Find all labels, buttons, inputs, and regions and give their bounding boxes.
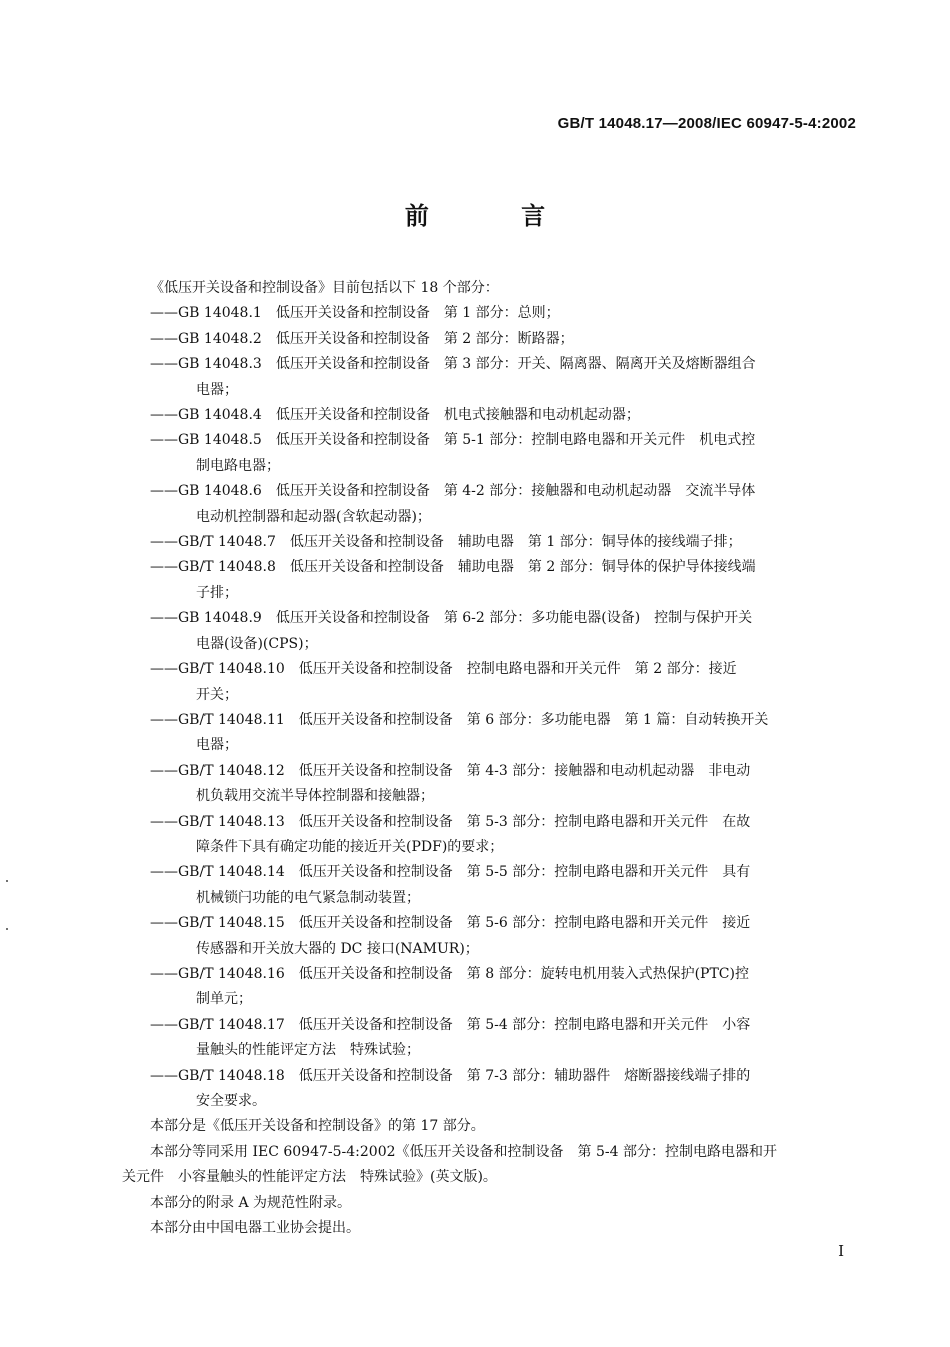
list-item bbox=[122, 327, 858, 352]
item-line: ——GB/T 14048.10 低压开关设备和控制设备 控制电路电器和开关元件 第 2 部分：接近 bbox=[150, 661, 737, 678]
list-item bbox=[122, 1013, 858, 1064]
item-continuation: 电器(设备)(CPS)； bbox=[196, 635, 318, 652]
item-line: ——GB/T 14048.15 低压开关设备和控制设备 第 5-6 部分：控制电路电器和开关元件 接近 bbox=[150, 915, 751, 932]
intro-paragraph: 《低压开关设备和控制设备》目前包括以下 18 个部分： bbox=[150, 280, 499, 296]
item-line: ——GB/T 14048.12 低压开关设备和控制设备 第 4-3 部分：接触器和电动机起动器 非电动 bbox=[150, 762, 751, 779]
item-line: ——GB 14048.3 低压开关设备和控制设备 第 3 部分：开关、隔离器、隔离开关及熔断器组合 bbox=[150, 356, 756, 373]
item-continuation: 障条件下具有确定功能的接近开关(PDF)的要求； bbox=[196, 838, 504, 855]
list-item bbox=[122, 962, 858, 1013]
item-continuation: 电器； bbox=[196, 737, 238, 754]
body-paragraph bbox=[122, 1114, 858, 1139]
document-body bbox=[122, 276, 858, 1241]
item-line: ——GB/T 14048.14 低压开关设备和控制设备 第 5-5 部分：控制电路电器和开关元件 具有 bbox=[150, 864, 751, 881]
page-number: I bbox=[838, 1242, 844, 1260]
paragraph-line: 本部分的附录 A 为规范性附录。 bbox=[150, 1194, 352, 1211]
list-item bbox=[122, 403, 858, 428]
part-list bbox=[122, 301, 858, 1114]
list-item bbox=[122, 708, 858, 759]
item-line: ——GB/T 14048.17 低压开关设备和控制设备 第 5-4 部分：控制电路电器和开关元件 小容 bbox=[150, 1016, 751, 1033]
item-line: ——GB/T 14048.13 低压开关设备和控制设备 第 5-3 部分：控制电路电器和开关元件 在故 bbox=[150, 813, 751, 830]
item-continuation: 子排； bbox=[196, 584, 238, 601]
item-line: ——GB/T 14048.18 低压开关设备和控制设备 第 7-3 部分：辅助器件 熔断器接线端子排的 bbox=[150, 1067, 751, 1084]
item-continuation: 机械锁闩功能的电气紧急制动装置； bbox=[196, 889, 420, 906]
paragraph-continuation: 关元件 小容量触头的性能评定方法 特殊试验》(英文版)。 bbox=[122, 1169, 497, 1186]
item-continuation: 制电路电器； bbox=[196, 457, 280, 474]
list-item bbox=[122, 555, 858, 606]
item-continuation: 量触头的性能评定方法 特殊试验； bbox=[196, 1042, 420, 1059]
item-line: ——GB 14048.5 低压开关设备和控制设备 第 5-1 部分：控制电路电器和开关元件 机电式控 bbox=[150, 432, 756, 449]
item-continuation: 机负载用交流半导体控制器和接触器； bbox=[196, 788, 434, 805]
paragraph-line: 本部分是《低压开关设备和控制设备》的第 17 部分。 bbox=[150, 1118, 485, 1135]
list-item bbox=[122, 606, 858, 657]
list-item bbox=[122, 428, 858, 479]
body-paragraph bbox=[122, 1140, 858, 1191]
body-paragraph bbox=[122, 1216, 858, 1241]
scan-speck bbox=[6, 928, 8, 930]
item-continuation: 开关； bbox=[196, 686, 238, 703]
body-paragraph bbox=[122, 1191, 858, 1216]
item-continuation: 电器； bbox=[196, 381, 238, 398]
list-item bbox=[122, 479, 858, 530]
item-continuation: 制单元； bbox=[196, 991, 252, 1008]
item-line: ——GB 14048.6 低压开关设备和控制设备 第 4-2 部分：接触器和电动机起动器 交流半导体 bbox=[150, 483, 756, 500]
list-item bbox=[122, 657, 858, 708]
list-item bbox=[122, 1064, 858, 1115]
item-line: ——GB 14048.9 低压开关设备和控制设备 第 6-2 部分：多功能电器(设备) 控制与保护开关 bbox=[150, 610, 753, 627]
scan-speck bbox=[6, 880, 8, 882]
item-line: ——GB 14048.1 低压开关设备和控制设备 第 1 部分：总则； bbox=[150, 305, 560, 322]
list-item bbox=[122, 810, 858, 861]
item-continuation: 传感器和开关放大器的 DC 接口(NAMUR)； bbox=[196, 940, 479, 957]
paragraph-line: 本部分等同采用 IEC 60947-5-4:2002《低压开关设备和控制设备 第 5-4 部分：控制电路电器和开 bbox=[150, 1143, 777, 1160]
list-item bbox=[122, 301, 858, 326]
item-line: ——GB 14048.2 低压开关设备和控制设备 第 2 部分：断路器； bbox=[150, 330, 574, 347]
list-item bbox=[122, 530, 858, 555]
closing-paragraphs bbox=[122, 1114, 858, 1241]
standard-code: GB/T 14048.17—2008/IEC 60947-5-4:2002 bbox=[557, 115, 856, 132]
item-line: ——GB/T 14048.16 低压开关设备和控制设备 第 8 部分：旋转电机用装入式热保护(PTC)控 bbox=[150, 965, 749, 982]
paragraph-line: 本部分由中国电器工业协会提出。 bbox=[150, 1220, 360, 1237]
item-line: ——GB/T 14048.11 低压开关设备和控制设备 第 6 部分：多功能电器 第 1 篇：自动转换开关 bbox=[150, 711, 769, 728]
list-item bbox=[122, 911, 858, 962]
list-item bbox=[122, 860, 858, 911]
item-line: ——GB/T 14048.7 低压开关设备和控制设备 辅助电器 第 1 部分：铜导体的接线端子排； bbox=[150, 534, 742, 551]
item-continuation: 电动机控制器和起动器(含软起动器)； bbox=[196, 508, 431, 525]
item-continuation: 安全要求。 bbox=[196, 1093, 266, 1109]
item-line: ——GB 14048.4 低压开关设备和控制设备 机电式接触器和电动机起动器； bbox=[150, 407, 640, 424]
list-item bbox=[122, 759, 858, 810]
page-title: 前 言 bbox=[404, 202, 588, 230]
list-item bbox=[122, 352, 858, 403]
item-line: ——GB/T 14048.8 低压开关设备和控制设备 辅助电器 第 2 部分：铜导体的保护导体接线端 bbox=[150, 559, 756, 576]
